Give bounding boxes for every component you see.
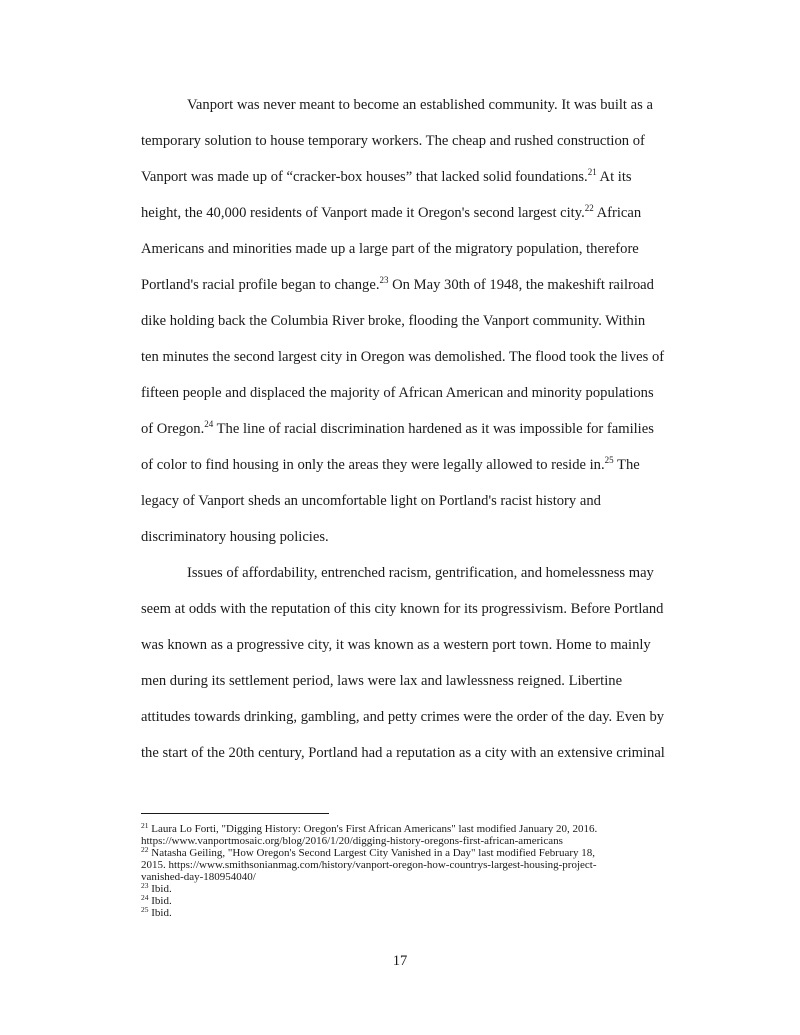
body-text-line: seem at odds with the reputation of this city known for its progressivism. Before Portland xyxy=(141,601,664,617)
footnote-text: Ibid. xyxy=(148,883,172,895)
footnote-number: 24 xyxy=(141,893,149,902)
footnote-22-url[interactable]: 2015. https://www.smithsonianmag.com/history/vanport-oregon-how-countrys-largest-housing-project- xyxy=(141,859,597,871)
footnote-25 xyxy=(141,907,172,919)
footnote-text: Laura Lo Forti, "Digging History: Oregon's First African Americans" last modified January 20, 2016. xyxy=(148,823,598,835)
footnote-ref-24[interactable]: 24 xyxy=(204,419,214,429)
footnote-22 xyxy=(141,847,595,859)
body-text-line: Vanport was never meant to become an established community. It was built as a xyxy=(187,97,653,113)
body-text-line xyxy=(141,456,640,474)
footnote-separator xyxy=(141,813,329,814)
body-text: At its xyxy=(596,169,632,185)
footnote-ref-23[interactable]: 23 xyxy=(379,275,389,285)
body-text-line xyxy=(141,276,654,294)
body-text-line: was known as a progressive city, it was known as a western port town. Home to mainly xyxy=(141,637,651,653)
body-text-line: men during its settlement period, laws were lax and lawlessness reigned. Libertine xyxy=(141,673,623,689)
body-text-line: Americans and minorities made up a large part of the migratory population, therefore xyxy=(141,241,639,257)
footnote-21 xyxy=(141,823,597,835)
footnote-number: 21 xyxy=(141,821,149,830)
footnote-text: Natasha Geiling, "How Oregon's Second Largest City Vanished in a Day" last modified February 18, xyxy=(148,847,595,859)
body-text: height, the 40,000 residents of Vanport made it Oregon's second largest city. xyxy=(141,205,585,221)
body-text-line: Issues of affordability, entrenched racism, gentrification, and homelessness may xyxy=(187,565,654,581)
footnote-21-url[interactable]: https://www.vanportmosaic.org/blog/2016/1/20/digging-history-oregons-first-african-americans xyxy=(141,835,563,847)
body-text-line: discriminatory housing policies. xyxy=(141,529,329,545)
body-text: Vanport was made up of “cracker-box houses” that lacked solid foundations. xyxy=(141,169,588,185)
footnote-number: 23 xyxy=(141,881,149,890)
body-text-line xyxy=(141,204,641,222)
footnote-number: 22 xyxy=(141,845,149,854)
footnote-22-url-cont[interactable]: vanished-day-180954040/ xyxy=(141,871,256,883)
body-text-line: attitudes towards drinking, gambling, and petty crimes were the order of the day. Even by xyxy=(141,709,665,725)
body-text-line xyxy=(141,420,654,438)
footnote-ref-25[interactable]: 25 xyxy=(604,455,614,465)
body-text: Portland's racial profile began to change. xyxy=(141,277,380,293)
body-text: of color to find housing in only the areas they were legally allowed to reside in. xyxy=(141,457,605,473)
page-number: 17 xyxy=(392,953,408,969)
body-text: African xyxy=(593,205,642,221)
body-text-line: dike holding back the Columbia River broke, flooding the Vanport community. Within xyxy=(141,313,646,329)
footnote-ref-21[interactable]: 21 xyxy=(587,167,597,177)
footnote-text: Ibid. xyxy=(148,907,172,919)
body-text-line: temporary solution to house temporary workers. The cheap and rushed construction of xyxy=(141,133,645,149)
body-text-line: the start of the 20th century, Portland had a reputation as a city with an extensive criminal xyxy=(141,745,665,761)
body-text-line: ten minutes the second largest city in Oregon was demolished. The flood took the lives of xyxy=(141,349,665,365)
body-text-line xyxy=(141,168,632,186)
body-text: The line of racial discrimination hardened as it was impossible for families xyxy=(213,421,654,437)
body-text: The xyxy=(613,457,640,473)
footnote-ref-22[interactable]: 22 xyxy=(584,203,594,213)
body-text: On May 30th of 1948, the makeshift railroad xyxy=(388,277,654,293)
body-text-line: fifteen people and displaced the majority of African American and minority populations xyxy=(141,385,654,401)
footnote-text: Ibid. xyxy=(148,895,172,907)
footnote-number: 25 xyxy=(141,905,149,914)
body-text-line: legacy of Vanport sheds an uncomfortable light on Portland's racist history and xyxy=(141,493,601,509)
body-text: of Oregon. xyxy=(141,421,205,437)
